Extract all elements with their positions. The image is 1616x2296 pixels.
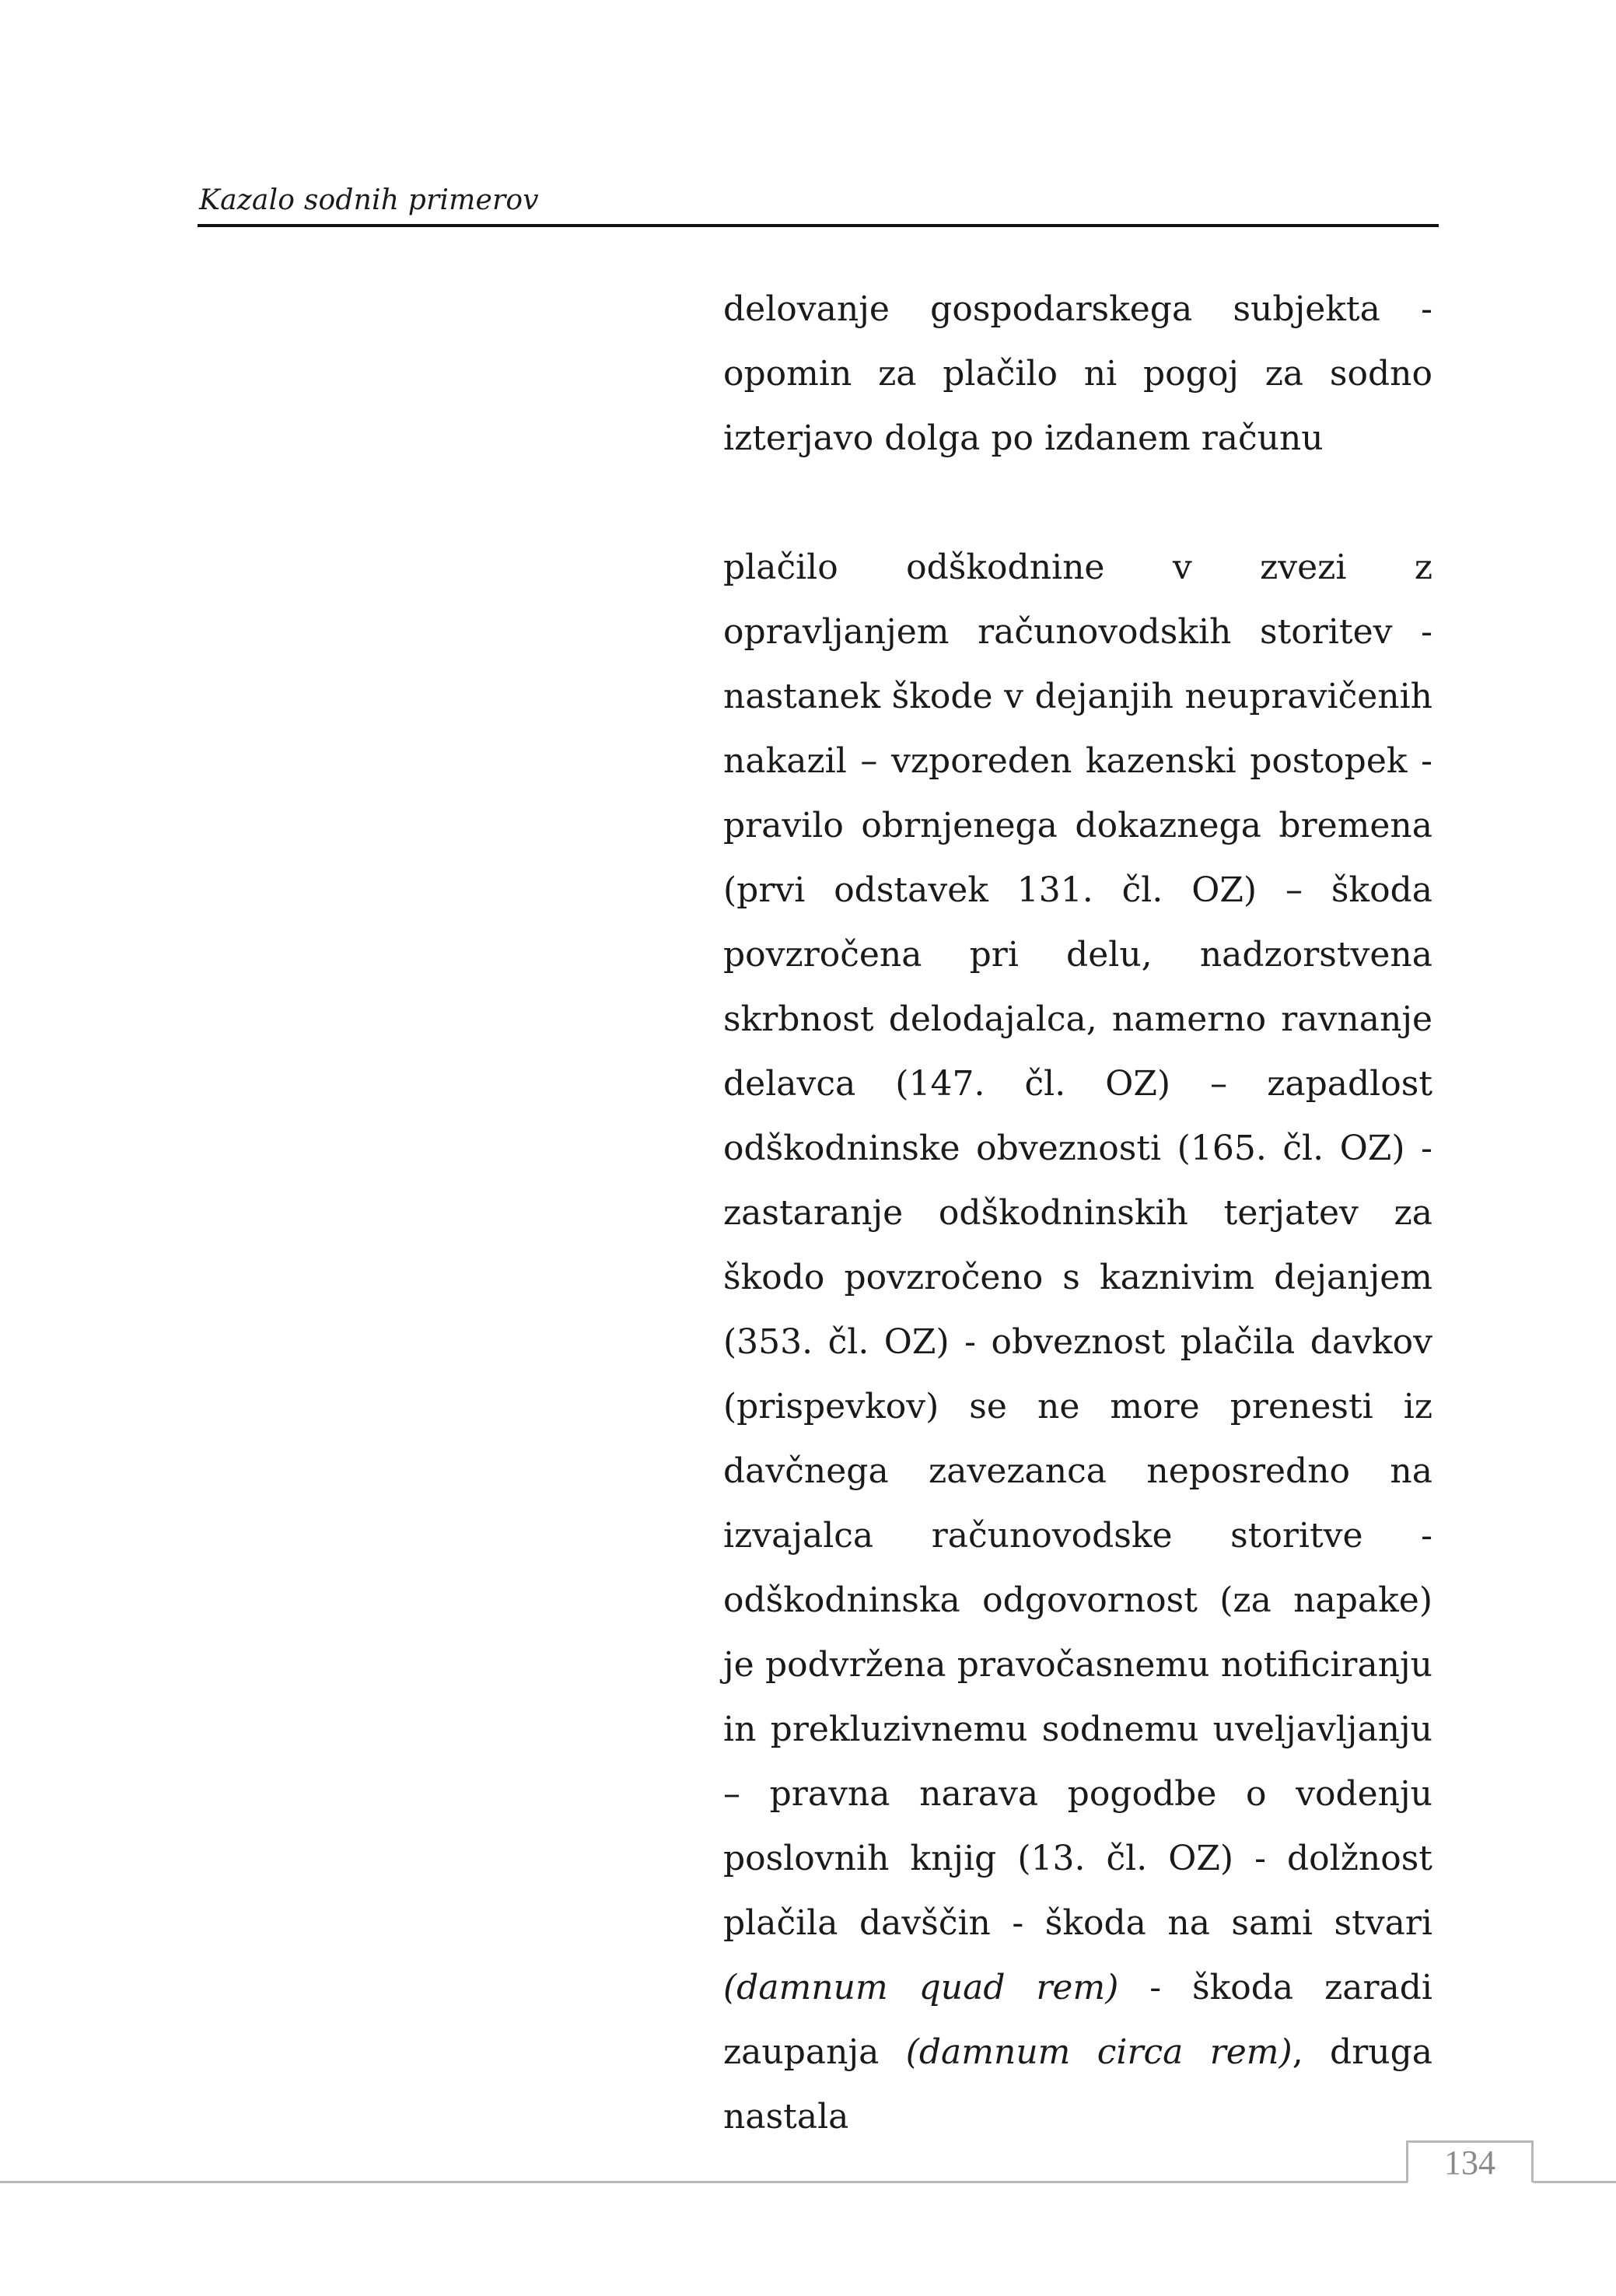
entry-latin-term: (damnum quad rem)	[723, 1968, 1119, 2007]
footer-rule	[1534, 2181, 1616, 2183]
footer-rule	[0, 2181, 1408, 2183]
page-number: 134	[1444, 2144, 1495, 2182]
entry-text: , druga nastala	[723, 2032, 1432, 2137]
entry-text: plačilo odškodnine v zvezi z opravljanjem računovodskih storitev - nastanek škode v dejanjih neupravičenih nakazil – vzporeden kazenski postopek - pravilo obrnjenega dokaznega bremena (prvi odstavek 131. čl. OZ) – škoda povzročena pri delu, nadzorstvena skrbnost delodajalca, namerno ravnanje delavca (147. čl. OZ) – zapadlost odškodninske obveznosti (165. čl. OZ) - zastaranje odškodninskih terjatev za škodo povzročeno s kaznivim dejanjem (353. čl. OZ) - obveznost plačila davkov (prispevkov) se ne more prenesti iz davčnega zavezanca neposredno na izvajalca računovodske storitve - odškodninska odgovornost (za napake) je podvržena pravočasnemu notificiranju in prekluzivnemu sodnemu uveljavljanju – pravna narava pogodbe o vodenju poslovnih knjig (13. čl. OZ) - dolžnost plačila davščin - škoda na sami stvari	[723, 548, 1432, 1943]
index-entry	[723, 535, 1432, 2149]
entry-text: - škoda zaradi zaupanja	[723, 1968, 1432, 2072]
header-rule	[198, 224, 1439, 227]
running-header-title: Kazalo sodnih primerov	[199, 184, 539, 216]
index-entry	[723, 277, 1432, 471]
index-entries-column	[723, 277, 1432, 2149]
entry-latin-term: (damnum circa rem)	[905, 2032, 1292, 2072]
entry-text: delovanje gospodarskega subjekta - opomin za plačilo ni pogoj za sodno izterjavo dolga po izdanem računu	[723, 289, 1432, 458]
page-number-box	[1406, 2140, 1534, 2182]
